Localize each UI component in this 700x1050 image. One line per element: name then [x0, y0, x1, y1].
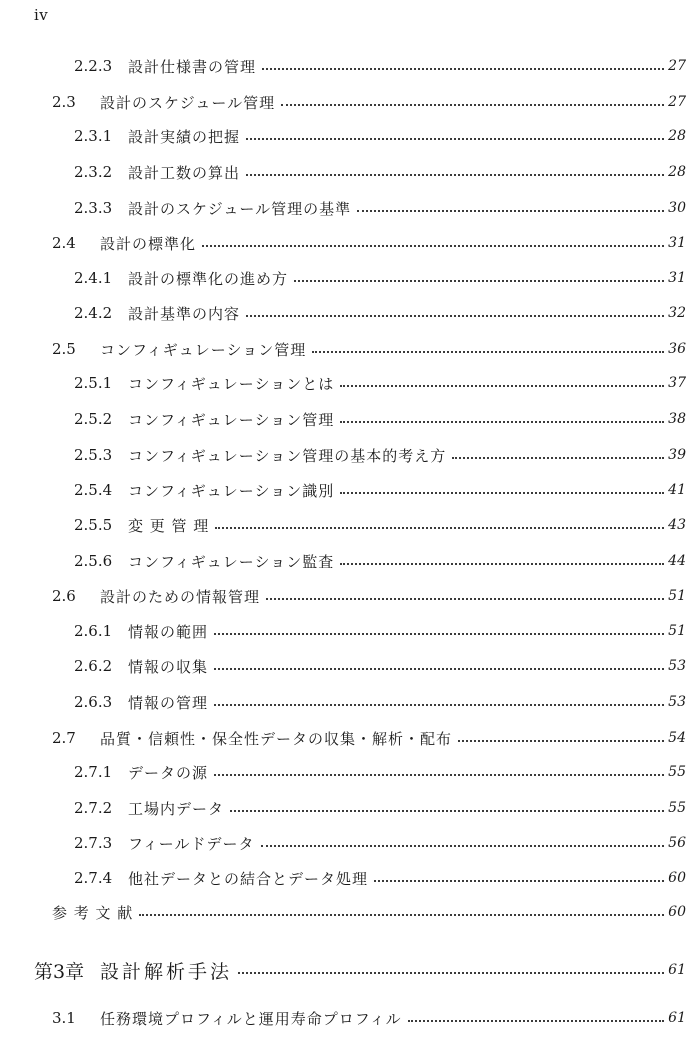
entry-title: コンフィギュレーションとは	[128, 374, 335, 393]
toc-entry	[52, 335, 686, 363]
entry-page: 27	[668, 94, 686, 110]
toc-entry	[74, 758, 686, 786]
dot-leader	[214, 774, 664, 776]
dot-leader	[139, 914, 664, 916]
toc-entry	[52, 1004, 686, 1032]
toc-entry	[74, 369, 686, 397]
dot-leader	[312, 351, 664, 353]
entry-title: コンフィギュレーション監査	[128, 552, 335, 571]
entry-page: 60	[668, 904, 686, 920]
entry-number: 2.6.2	[74, 657, 113, 675]
toc-entry	[74, 194, 686, 222]
entry-page: 44	[668, 553, 686, 569]
toc-entry	[74, 158, 686, 186]
entry-page: 31	[668, 270, 686, 286]
entry-page: 56	[668, 835, 686, 851]
dot-leader	[215, 527, 664, 529]
entry-number: 2.7.4	[74, 869, 113, 887]
entry-title: コンフィギュレーション管理の基本的考え方	[128, 446, 447, 465]
entry-number: 2.7.1	[74, 763, 113, 781]
entry-title: コンフィギュレーション識別	[128, 481, 335, 500]
toc-entry	[74, 794, 686, 822]
toc-entry	[52, 724, 686, 752]
entry-page: 28	[668, 164, 686, 180]
entry-page: 51	[668, 623, 686, 639]
dot-leader	[246, 315, 664, 317]
toc-entry	[52, 898, 686, 926]
dot-leader	[340, 385, 664, 387]
toc-entry	[74, 441, 686, 469]
dot-leader	[340, 421, 664, 423]
toc-entry	[52, 229, 686, 257]
dot-leader	[281, 104, 664, 106]
dot-leader	[214, 668, 664, 670]
dot-leader	[246, 174, 664, 176]
entry-title: 設計解析手法	[100, 960, 233, 983]
toc-entry	[74, 264, 686, 292]
dot-leader	[340, 492, 664, 494]
entry-page: 53	[668, 694, 686, 710]
entry-number: 2.7.2	[74, 799, 113, 817]
entry-number: 3.1	[52, 1009, 76, 1027]
entry-page: 61	[668, 1010, 686, 1026]
entry-page: 61	[668, 962, 686, 978]
entry-title: 変 更 管 理	[128, 516, 210, 535]
dot-leader	[202, 245, 664, 247]
entry-number: 2.2.3	[74, 57, 113, 75]
dot-leader	[294, 280, 664, 282]
toc-entry	[74, 122, 686, 150]
dot-leader	[238, 972, 664, 974]
entry-title: 設計の標準化の進め方	[128, 269, 289, 288]
toc-entry	[74, 617, 686, 645]
toc-entry	[74, 299, 686, 327]
page-number: iv	[34, 6, 49, 24]
entry-number: 2.5.6	[74, 552, 113, 570]
dot-leader	[458, 740, 664, 742]
entry-title: 任務環境プロフィルと運用寿命プロフィル	[100, 1009, 402, 1028]
entry-number: 2.3.3	[74, 199, 113, 217]
entry-number: 2.6.3	[74, 693, 113, 711]
dot-leader	[357, 210, 664, 212]
dot-leader	[408, 1020, 665, 1022]
dot-leader	[374, 880, 664, 882]
entry-number: 2.6	[52, 587, 76, 605]
entry-title: データの源	[128, 763, 209, 782]
entry-number: 2.4.1	[74, 269, 113, 287]
dot-leader	[261, 845, 665, 847]
entry-title: 設計工数の算出	[128, 163, 241, 182]
entry-number: 2.5.2	[74, 410, 113, 428]
toc-entry	[74, 864, 686, 892]
entry-page: 43	[668, 517, 686, 533]
entry-page: 53	[668, 658, 686, 674]
entry-title: 設計仕様書の管理	[128, 57, 257, 76]
dot-leader	[340, 563, 664, 565]
toc-entry	[74, 511, 686, 539]
entry-title: 設計基準の内容	[128, 304, 241, 323]
entry-page: 55	[668, 800, 686, 816]
entry-title: 情報の収集	[128, 657, 209, 676]
dot-leader	[214, 704, 664, 706]
entry-page: 38	[668, 411, 686, 427]
entry-page: 39	[668, 447, 686, 463]
entry-title: 設計のスケジュール管理	[100, 93, 276, 112]
entry-number: 2.5.4	[74, 481, 113, 499]
entry-title: 設計の標準化	[100, 234, 197, 253]
entry-page: 36	[668, 341, 686, 357]
entry-number: 第3章	[34, 960, 85, 983]
entry-title: 参 考 文 献	[52, 903, 134, 922]
dot-leader	[262, 68, 664, 70]
entry-number: 2.3.2	[74, 163, 113, 181]
toc-entry	[74, 405, 686, 433]
entry-page: 27	[668, 58, 686, 74]
entry-title: 他社データとの結合とデータ処理	[128, 869, 369, 888]
toc-entry	[74, 476, 686, 504]
entry-page: 37	[668, 375, 686, 391]
entry-page: 55	[668, 764, 686, 780]
dot-leader	[246, 138, 664, 140]
dot-leader	[452, 457, 664, 459]
entry-page: 51	[668, 588, 686, 604]
toc-entry	[34, 956, 686, 984]
entry-title: 品質・信頼性・保全性データの収集・解析・配布	[100, 729, 453, 748]
toc-entry	[74, 688, 686, 716]
toc-entry	[52, 582, 686, 610]
dot-leader	[230, 810, 664, 812]
entry-title: フィールドデータ	[128, 834, 255, 853]
entry-number: 2.3	[52, 93, 76, 111]
entry-page: 32	[668, 305, 686, 321]
entry-page: 54	[668, 730, 686, 746]
entry-page: 31	[668, 235, 686, 251]
entry-page: 28	[668, 128, 686, 144]
dot-leader	[266, 598, 664, 600]
entry-title: 情報の範囲	[128, 622, 209, 641]
entry-page: 30	[668, 200, 686, 216]
entry-number: 2.5.5	[74, 516, 113, 534]
entry-title: 情報の管理	[128, 693, 209, 712]
toc-entry	[74, 547, 686, 575]
entry-title: 設計実績の把握	[128, 127, 241, 146]
toc-entry	[74, 829, 686, 857]
entry-title: コンフィギュレーション管理	[128, 410, 335, 429]
entry-title: 工場内データ	[128, 799, 225, 818]
entry-page: 41	[668, 482, 686, 498]
entry-number: 2.4	[52, 234, 76, 252]
toc-entry	[74, 652, 686, 680]
entry-number: 2.5	[52, 340, 76, 358]
entry-number: 2.4.2	[74, 304, 113, 322]
entry-number: 2.3.1	[74, 127, 113, 145]
dot-leader	[214, 633, 664, 635]
entry-number: 2.7.3	[74, 834, 113, 852]
entry-number: 2.6.1	[74, 622, 113, 640]
toc-entry	[74, 52, 686, 80]
entry-number: 2.5.3	[74, 446, 113, 464]
entry-number: 2.5.1	[74, 374, 113, 392]
entry-page: 60	[668, 870, 686, 886]
toc-entry	[52, 88, 686, 116]
entry-title: 設計のための情報管理	[100, 587, 261, 606]
entry-title: コンフィギュレーション管理	[100, 340, 307, 359]
entry-number: 2.7	[52, 729, 76, 747]
entry-title: 設計のスケジュール管理の基準	[128, 199, 352, 218]
